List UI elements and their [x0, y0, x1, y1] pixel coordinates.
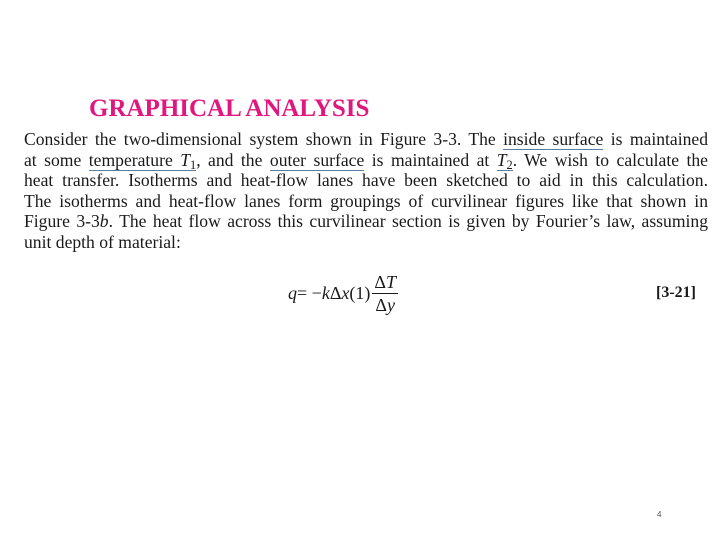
paragraph-line-2: [24, 150, 708, 171]
symbol-T: T: [385, 271, 396, 292]
fraction-numerator: [372, 271, 398, 293]
text-run: Figure 3-3: [24, 211, 100, 232]
fraction-denominator: [373, 294, 397, 316]
paragraph-line-1: [24, 129, 708, 150]
delta-symbol: Δ: [375, 294, 387, 315]
t2-link[interactable]: [497, 150, 513, 171]
subscript-1: 1: [190, 157, 197, 172]
fourier-equation: [288, 268, 398, 318]
outer-surface-link[interactable]: outer surface: [269, 149, 365, 170]
unit-depth: (1): [349, 282, 371, 303]
paragraph-line-4: The isotherms and heat-flow lanes form groupings of curvilinear figures like that shown in: [24, 190, 708, 211]
text-run: is maintained at: [364, 149, 497, 170]
subscript-2: 2: [506, 157, 513, 172]
delta-symbol: Δ: [329, 282, 342, 303]
text-run: . The heat flow across this curvilinear section is given by Fourier’s law, assuming: [108, 211, 708, 232]
paragraph-line-6: unit depth of material:: [24, 231, 181, 252]
delta-symbol: Δ: [374, 271, 386, 292]
symbol-T: T: [180, 149, 191, 170]
text-run: . We wish to calculate the: [512, 149, 708, 170]
symbol-k: k: [321, 282, 330, 303]
body-paragraph: [24, 129, 708, 253]
symbol-y: y: [386, 294, 395, 315]
symbol-q: q: [288, 282, 297, 303]
text-run: at some: [24, 149, 89, 170]
text-run: is maintained: [603, 129, 709, 149]
symbol-b: b: [99, 211, 109, 232]
temperature-link[interactable]: [89, 150, 196, 171]
symbol-T2: T: [496, 149, 507, 170]
paragraph-line-5: [24, 211, 708, 232]
inside-surface-link[interactable]: inside surface: [503, 129, 604, 149]
text-run: Consider the two-dimensional system shown in Figure 3-3. The: [24, 129, 504, 149]
temperature-label: temperature: [88, 149, 173, 170]
page-number: 4: [657, 510, 662, 519]
equation-number: [3-21]: [656, 284, 696, 301]
equals-minus: = −: [297, 282, 322, 303]
paragraph-line-3: heat transfer. Isotherms and heat-flow lanes have been sketched to aid in this calculation.: [24, 170, 708, 191]
text-run: , and the: [196, 149, 270, 170]
slide-title: GRAPHICAL ANALYSIS: [89, 95, 370, 122]
symbol-x: x: [341, 282, 350, 303]
fraction: [372, 271, 398, 316]
